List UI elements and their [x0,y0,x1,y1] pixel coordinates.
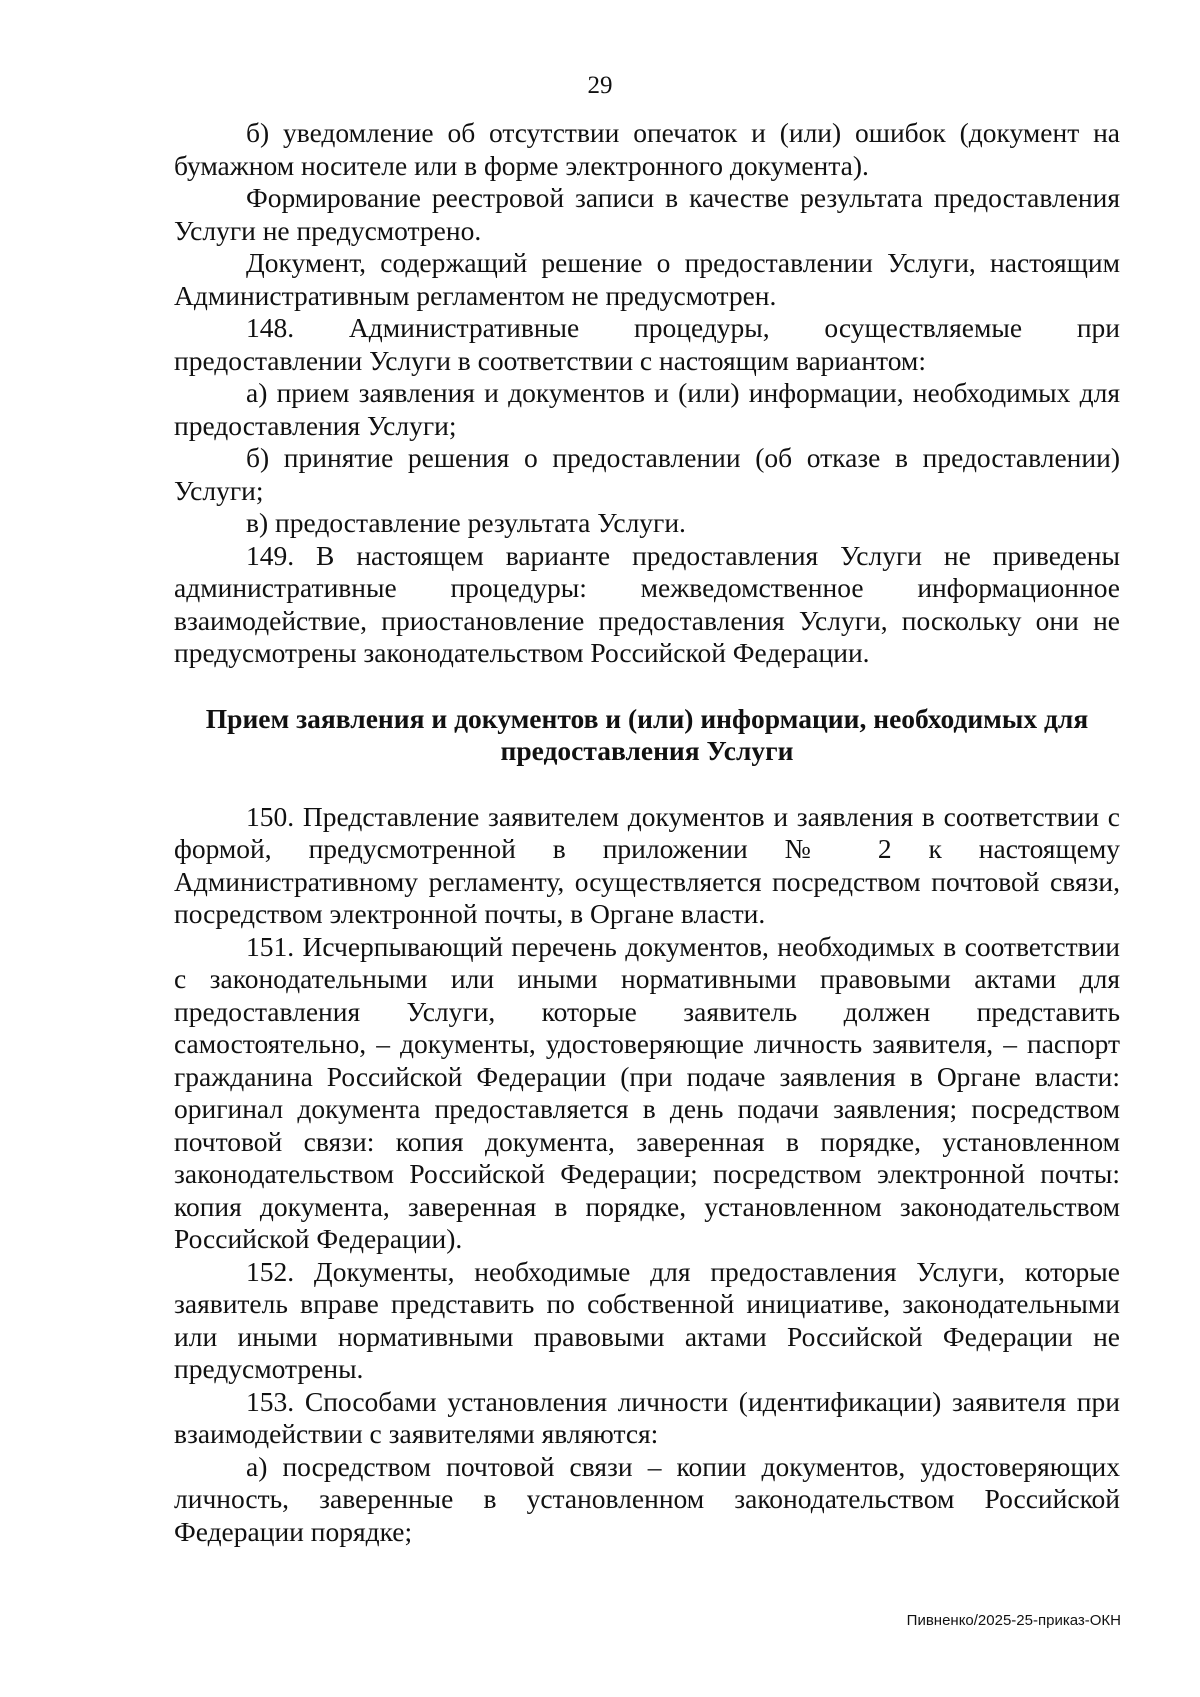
paragraph: а) посредством почтовой связи – копии документов, удостоверяющих личность, заверенные в установленном законодательством Российской Федерации порядке; [174,1450,1120,1547]
paragraph: в) предоставление результата Услуги. [246,507,686,538]
document-footer-code: Пивненко/2025-25-приказ-ОКН [906,1612,1121,1629]
paragraph: 149. В настоящем варианте предоставления Услуги не приведены административные процедуры: межведомственное информационное взаимодействие, приостановление предоставления Услуги, поскольку они не предусмотрены законодательством Российской Федерации. [174,539,1120,668]
paragraph: б) уведомление об отсутствии опечаток и (или) ошибок (документ на бумажном носителе или в форме электронного документа). [174,117,1120,181]
paragraph: 150. Представление заявителем документов и заявления в соответствии с формой, предусмотренной в приложении № 2 к настоящему Административному регламенту, осуществляется посредством почтовой связи, посредством электронной почты, в Органе власти. [174,800,1120,929]
paragraph: 153. Способами установления личности (идентификации) заявителя при взаимодействии с заявителями являются: [174,1385,1120,1449]
document-body [174,117,1120,1548]
paragraph: а) прием заявления и документов и (или) информации, необходимых для предоставления Услуги; [174,377,1120,441]
paragraph: 151. Исчерпывающий перечень документов, необходимых в соответствии с законодательными или иными нормативными правовыми актами для предоставления Услуги, которые заявитель должен представить самостоятельно, – документы, удостоверяющие личность заявителя, – паспорт гражданина Российской Федерации (при подаче заявления в Органе власти: оригинал документа предоставляется в день подачи заявления; посредством почтовой связи: копия документа, заверенная в порядке, установленном законодательством Российской Федерации; посредством электронной почты: копия документа, заверенная в порядке, установленном законодательством Российской Федерации). [174,930,1120,1254]
paragraph: б) принятие решения о предоставлении (об отказе в предоставлении) Услуги; [174,442,1120,506]
paragraph: 152. Документы, необходимые для предоставления Услуги, которые заявитель вправе представить по собственной инициативе, законодательными или иными нормативными правовыми актами Российской Федерации не предусмотрены. [174,1255,1120,1384]
paragraph: Документ, содержащий решение о предоставлении Услуги, настоящим Административным регламентом не предусмотрен. [174,247,1120,311]
page-number: 29 [587,72,613,99]
paragraph: 148. Административные процедуры, осуществляемые при предоставлении Услуги в соответствии с настоящим вариантом: [174,312,1120,376]
section-heading: Прием заявления и документов и (или) информации, необходимых для предоставления Услуги [205,702,1089,766]
paragraph: Формирование реестровой записи в качестве результата предоставления Услуги не предусмотрено. [174,182,1120,246]
